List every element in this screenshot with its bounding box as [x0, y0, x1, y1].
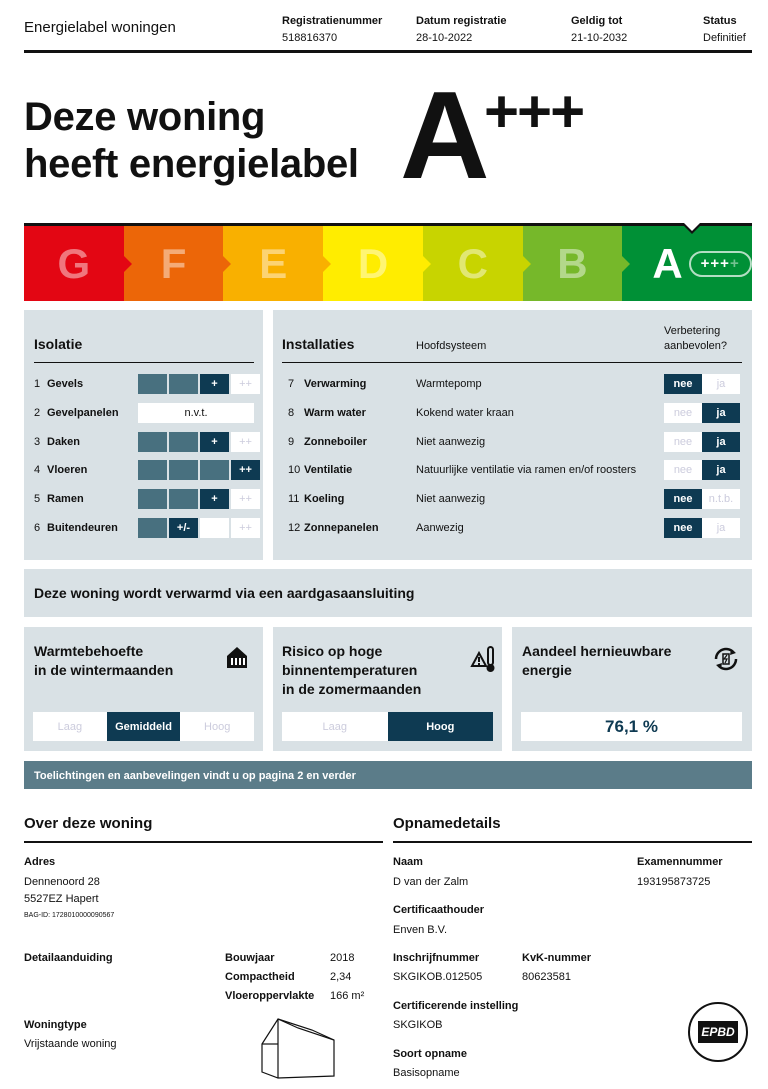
- scale-arrow: [124, 256, 132, 272]
- hero-title: Deze woning heeft energielabel: [24, 95, 359, 186]
- scale-arrow: [323, 256, 331, 272]
- row-name: Daken: [47, 435, 81, 448]
- installatie-system: Niet aanwezig: [416, 493, 486, 506]
- scale-letter: F: [160, 239, 187, 287]
- option-ja: ja: [702, 432, 740, 452]
- isolatie-row: [34, 489, 84, 509]
- woningtype-value: Vrijstaande woning: [24, 1038, 117, 1050]
- adres-label: Adres: [24, 856, 56, 868]
- option-nee: nee: [664, 518, 702, 538]
- scale-segment-c: [423, 226, 523, 301]
- epbd-logo: [688, 1002, 748, 1062]
- rating-box: [138, 489, 167, 509]
- row-name: Ramen: [47, 493, 84, 506]
- row-number: 2: [34, 406, 41, 419]
- row-name: Vloeren: [47, 464, 88, 477]
- rating-box: ++: [231, 432, 260, 452]
- scale-arrow: [423, 256, 431, 272]
- detached-house-icon: [258, 1014, 338, 1085]
- renewable-share-value: 76,1 %: [521, 712, 742, 741]
- row-number: 10: [288, 464, 301, 477]
- house-heat-icon: [224, 644, 250, 675]
- installatie-row: [288, 460, 352, 480]
- option-nee: nee: [664, 432, 702, 452]
- energy-scale: [24, 223, 752, 301]
- scale-segment-d: [323, 226, 423, 301]
- detail-label: Detailaanduiding: [24, 952, 113, 964]
- level-option: Laag: [57, 720, 83, 733]
- level-option: Hoog: [204, 720, 231, 733]
- installatie-system: Natuurlijke ventilatie via ramen en/of roosters: [416, 464, 637, 477]
- isolatie-rating: [138, 518, 260, 538]
- rating-box: [200, 460, 229, 480]
- rating-box: ++: [231, 518, 260, 538]
- improvement-toggle: [664, 403, 740, 423]
- active-indicator-inner: [684, 223, 700, 231]
- scale-segment-a: [622, 226, 752, 301]
- isolatie-row: [34, 432, 80, 452]
- level-option: Gemiddeld: [107, 712, 181, 741]
- row-name: Verwarming: [304, 378, 367, 390]
- row-name: Zonnepanelen: [304, 522, 379, 534]
- improvement-toggle: [664, 489, 740, 509]
- option-nee: nee: [664, 460, 702, 480]
- plus-pill: [689, 251, 752, 277]
- naam-label: Naam: [393, 856, 423, 868]
- rating-box: [169, 374, 198, 394]
- registration-number: Registratienummer 518816370: [282, 15, 383, 44]
- scale-letter: A: [652, 239, 683, 287]
- rating-box: ++: [231, 489, 260, 509]
- header-rule: [24, 50, 752, 53]
- isolatie-rating: [138, 374, 260, 394]
- installatie-row: [288, 518, 379, 538]
- installatie-system: Niet aanwezig: [416, 435, 486, 448]
- option-ja: ja: [702, 403, 740, 423]
- status: Status Definitief: [703, 15, 746, 44]
- woningtype-label: Woningtype: [24, 1019, 87, 1031]
- rating-text: n.v.t.: [138, 403, 254, 423]
- scale-letter: E: [259, 239, 288, 287]
- valid-until: Geldig tot 21-10-2032: [571, 15, 628, 44]
- hero-label-letter: A: [400, 67, 486, 205]
- vloeroppervlakte-label: Vloeroppervlakte: [225, 990, 315, 1002]
- option-ja: n.t.b.: [702, 489, 740, 509]
- rating-box: [169, 460, 198, 480]
- hoofdsysteem-header: Hoofdsysteem: [416, 340, 487, 352]
- improvement-toggle: [664, 518, 740, 538]
- scale-segment-f: [124, 226, 224, 301]
- row-name: Ventilatie: [304, 464, 353, 477]
- kvk-label: KvK-nummer: [522, 952, 592, 964]
- scale-segment-e: [223, 226, 323, 301]
- level-option: Hoog: [388, 712, 494, 741]
- compactheid-value: 2,34: [330, 971, 352, 983]
- rating-box: [138, 432, 167, 452]
- isolatie-rule: [34, 362, 254, 363]
- warmte-title: Warmtebehoefte in de wintermaanden: [34, 643, 174, 678]
- isolatie-row: [34, 460, 87, 480]
- registration-date: Datum registratie 28-10-2022: [416, 15, 507, 44]
- row-number: 12: [288, 522, 301, 534]
- option-nee: nee: [664, 403, 702, 423]
- certificaathouder-label: Certificaathouder: [393, 904, 485, 916]
- row-number: 5: [34, 493, 41, 506]
- warmte-scale: [33, 712, 254, 741]
- certificaathouder-value: Enven B.V.: [393, 924, 448, 936]
- scale-letter: B: [557, 239, 588, 287]
- opname-title: Opnamedetails: [393, 815, 501, 832]
- row-number: 4: [34, 464, 41, 477]
- scale-segment-b: [523, 226, 623, 301]
- row-number: 7: [288, 378, 295, 390]
- rating-box: [200, 518, 229, 538]
- rating-box: ++: [231, 460, 260, 480]
- naam-value: D van der Zalm: [393, 876, 469, 888]
- inschrijfnummer-value: SKGIKOB.012505: [393, 971, 483, 983]
- installatie-system: Warmtepomp: [416, 378, 482, 390]
- soort-value: Basisopname: [393, 1067, 460, 1079]
- row-name: Buitendeuren: [47, 522, 118, 534]
- isolatie-row: [34, 518, 118, 538]
- row-name: Warm water: [304, 406, 366, 419]
- scale-letter: G: [57, 239, 91, 287]
- option-ja: ja: [702, 460, 740, 480]
- option-ja: ja: [702, 518, 740, 538]
- hero-label-plus: +++: [484, 78, 584, 145]
- verbetering-header: Verbetering aanbevolen?: [664, 325, 728, 352]
- row-number: 1: [34, 378, 41, 390]
- row-number: 8: [288, 406, 295, 419]
- scale-letter: C: [457, 239, 488, 287]
- installatie-row: [288, 403, 366, 423]
- installaties-rule: [282, 362, 742, 363]
- rating-box: [138, 460, 167, 480]
- row-name: Gevelpanelen: [47, 406, 119, 419]
- adres-line2: 5527EZ Hapert: [24, 893, 99, 905]
- plus-value: +++: [700, 255, 730, 272]
- row-name: Zonneboiler: [304, 435, 367, 448]
- installatie-row: [288, 432, 367, 452]
- rating-box: [169, 489, 198, 509]
- examennummer-value: 193195873725: [637, 876, 711, 888]
- vloeroppervlakte-value: 166 m²: [330, 990, 365, 1002]
- isolatie-rating: [138, 489, 260, 509]
- thermometer-warning-icon: [470, 644, 496, 679]
- installatie-system: Kokend water kraan: [416, 406, 514, 419]
- rating-box: +/-: [169, 518, 198, 538]
- rating-box: [138, 374, 167, 394]
- recommendations-banner: Toelichtingen en aanbevelingen vindt u op pagina 2 en verder: [24, 761, 752, 789]
- row-number: 11: [288, 493, 300, 506]
- rating-box: +: [200, 489, 229, 509]
- row-number: 6: [34, 522, 41, 534]
- aandeel-title: Aandeel hernieuwbare energie: [522, 643, 672, 678]
- risico-scale: [282, 712, 493, 741]
- option-nee: nee: [664, 374, 702, 394]
- compactheid-label: Compactheid: [225, 971, 295, 983]
- instelling-label: Certificerende instelling: [393, 1000, 519, 1012]
- epbd-logo-text: EPBD: [698, 1021, 737, 1043]
- inschrijfnummer-label: Inschrijfnummer: [393, 952, 480, 964]
- rating-box: [169, 432, 198, 452]
- rating-box: ++: [231, 374, 260, 394]
- row-number: 3: [34, 435, 41, 448]
- scale-arrow: [523, 256, 531, 272]
- isolatie-rating: [138, 460, 260, 480]
- adres-line1: Dennenoord 28: [24, 876, 100, 888]
- risico-title: Risico op hoge binnentemperaturen in de zomermaanden: [282, 643, 422, 697]
- isolatie-title: Isolatie: [34, 336, 83, 352]
- scale-letter: D: [357, 239, 389, 287]
- opname-rule: [393, 841, 752, 843]
- renewable-energy-icon: [711, 644, 741, 679]
- heating-note: Deze woning wordt verwarmd via een aardgasaansluiting: [34, 585, 415, 601]
- rating-box: +: [200, 374, 229, 394]
- woning-rule: [24, 841, 383, 843]
- installatie-row: [288, 489, 344, 509]
- soort-label: Soort opname: [393, 1048, 467, 1060]
- row-number: 9: [288, 435, 295, 448]
- improvement-toggle: [664, 374, 740, 394]
- bouwjaar-value: 2018: [330, 952, 355, 964]
- option-ja: ja: [702, 374, 740, 394]
- scale-arrow: [622, 256, 630, 272]
- installatie-row: [288, 374, 366, 394]
- scale-arrow: [223, 256, 231, 272]
- improvement-toggle: [664, 432, 740, 452]
- option-nee: nee: [664, 489, 702, 509]
- bouwjaar-label: Bouwjaar: [225, 952, 275, 964]
- row-name: Koeling: [304, 493, 345, 506]
- isolatie-row: [34, 374, 83, 394]
- isolatie-row: [34, 403, 119, 423]
- kvk-value: 80623581: [522, 971, 571, 983]
- improvement-toggle: [664, 460, 740, 480]
- isolatie-rating: [138, 403, 254, 423]
- examennummer-label: Examennummer: [637, 856, 723, 868]
- rating-box: [138, 518, 167, 538]
- row-name: Gevels: [47, 378, 84, 390]
- bag-id: BAG-ID: 1728010000090567: [24, 912, 115, 919]
- document-title: Energielabel woningen: [24, 19, 176, 36]
- level-option: Laag: [322, 720, 347, 733]
- isolatie-rating: [138, 432, 260, 452]
- instelling-value: SKGIKOB: [393, 1019, 443, 1031]
- rating-box: +: [200, 432, 229, 452]
- installaties-title: Installaties: [282, 336, 355, 352]
- installatie-system: Aanwezig: [416, 522, 464, 534]
- scale-segment-g: [24, 226, 124, 301]
- woning-title: Over deze woning: [24, 815, 153, 832]
- plus-dim: +: [729, 255, 740, 272]
